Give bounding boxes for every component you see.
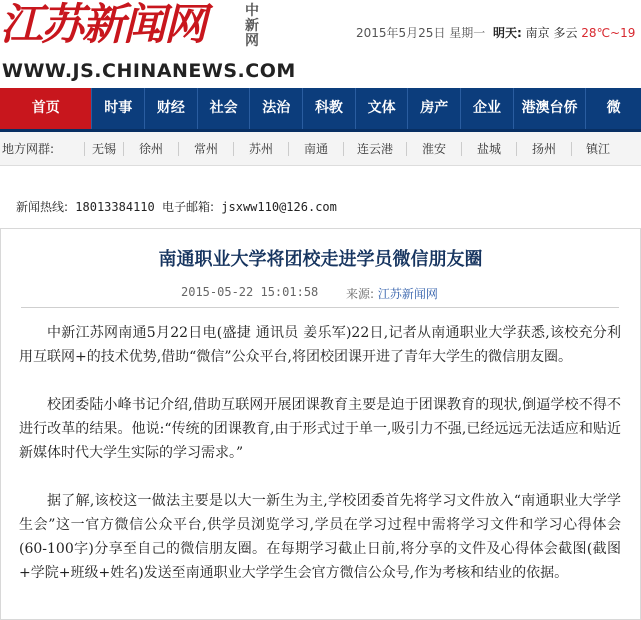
nav-item-9[interactable]: 港澳台侨 — [513, 88, 586, 129]
region-label: 地方网群: — [2, 142, 55, 156]
hotline-phone: 18013384110 — [75, 200, 155, 214]
email-label: 电子邮箱: — [162, 200, 215, 214]
nav-item-0[interactable]: 首页 — [0, 88, 91, 129]
region-item-9[interactable]: 镇江 — [571, 142, 624, 156]
region-item-2[interactable]: 常州 — [178, 142, 233, 156]
article-paragraph-2: 校团委陆小峰书记介绍,借助互联网开展团课教育主要是迫于团课教育的现状,倒逼学校不得不进行改革的结果。他说:“传统的团课教育,由于形式过于单一,吸引力不强,已经远远无法适应和贴近新媒体时代大学生实际的学习需求。” — [19, 397, 621, 461]
article-paragraph-1: 中新江苏网南通5月22日电(盛捷 通讯员 姜乐军)22日,记者从南通职业大学获悉,该校充分利用互联网+的技术优势,借助“微信”公众平台,将团校团课开进了青年大学生的微信朋友圈。 — [19, 325, 621, 365]
region-item-7[interactable]: 盐城 — [461, 142, 516, 156]
site-header — [0, 0, 641, 88]
weather-temp: 28℃~19 — [581, 26, 636, 40]
news-hotline — [16, 198, 337, 215]
region-item-5[interactable]: 连云港 — [343, 142, 406, 156]
nav-item-4[interactable]: 法治 — [249, 88, 302, 129]
current-date: 2015年5月25日 星期一 — [356, 26, 486, 40]
weather-widget — [493, 24, 635, 41]
article-title: 南通职业大学将团校走进学员微信朋友圈 — [158, 249, 483, 270]
hotline-label: 新闻热线: — [16, 200, 69, 214]
site-logo[interactable]: 江苏新闻网 — [0, 0, 205, 50]
chinanews-logo-mark: 中新网 — [245, 3, 259, 49]
article-container — [0, 228, 641, 620]
nav-item-3[interactable]: 社会 — [197, 88, 250, 129]
weather-city: 南京 多云 — [525, 26, 578, 40]
nav-item-5[interactable]: 科教 — [302, 88, 355, 129]
region-item-6[interactable]: 淮安 — [406, 142, 461, 156]
nav-item-2[interactable]: 财经 — [144, 88, 197, 129]
region-item-3[interactable]: 苏州 — [233, 142, 288, 156]
region-item-8[interactable]: 扬州 — [516, 142, 571, 156]
source-link[interactable]: 江苏新闻网 — [377, 287, 438, 301]
weather-label: 明天: — [493, 26, 522, 40]
nav-item-8[interactable]: 企业 — [460, 88, 513, 129]
nav-item-6[interactable]: 文体 — [355, 88, 408, 129]
article-source — [346, 285, 438, 302]
article-paragraph-3: 据了解,该校这一做法主要是以大一新生为主,学校团委首先将学习文件放入“南通职业大学学生会”这一官方微信公众平台,供学员浏览学习,学员在学习过程中需将学习文件和学习心得体会(60-100字)分享至自己的微信朋友圈。在每期学习截止日前,将分享的文件及心得体会截图(截图+学院+班级+姓名)发送至南通职业大学学生会官方微信公众号,作为考核和结业的依据。 — [19, 493, 621, 581]
hotline-email[interactable]: jsxww110@126.com — [221, 200, 337, 214]
region-item-0[interactable]: 无锡 — [84, 142, 123, 156]
nav-item-10[interactable]: 微 — [585, 88, 641, 129]
region-item-1[interactable]: 徐州 — [123, 142, 178, 156]
article-time: 2015-05-22 15:01:58 — [181, 285, 319, 299]
source-label: 来源: — [346, 287, 375, 301]
region-bar — [0, 132, 641, 166]
site-url[interactable]: WWW.JS.CHINANEWS.COM — [2, 60, 296, 82]
title-divider — [21, 307, 619, 308]
region-item-4[interactable]: 南通 — [288, 142, 343, 156]
nav-item-7[interactable]: 房产 — [407, 88, 460, 129]
main-nav — [0, 88, 641, 132]
nav-item-1[interactable]: 时事 — [91, 88, 144, 129]
